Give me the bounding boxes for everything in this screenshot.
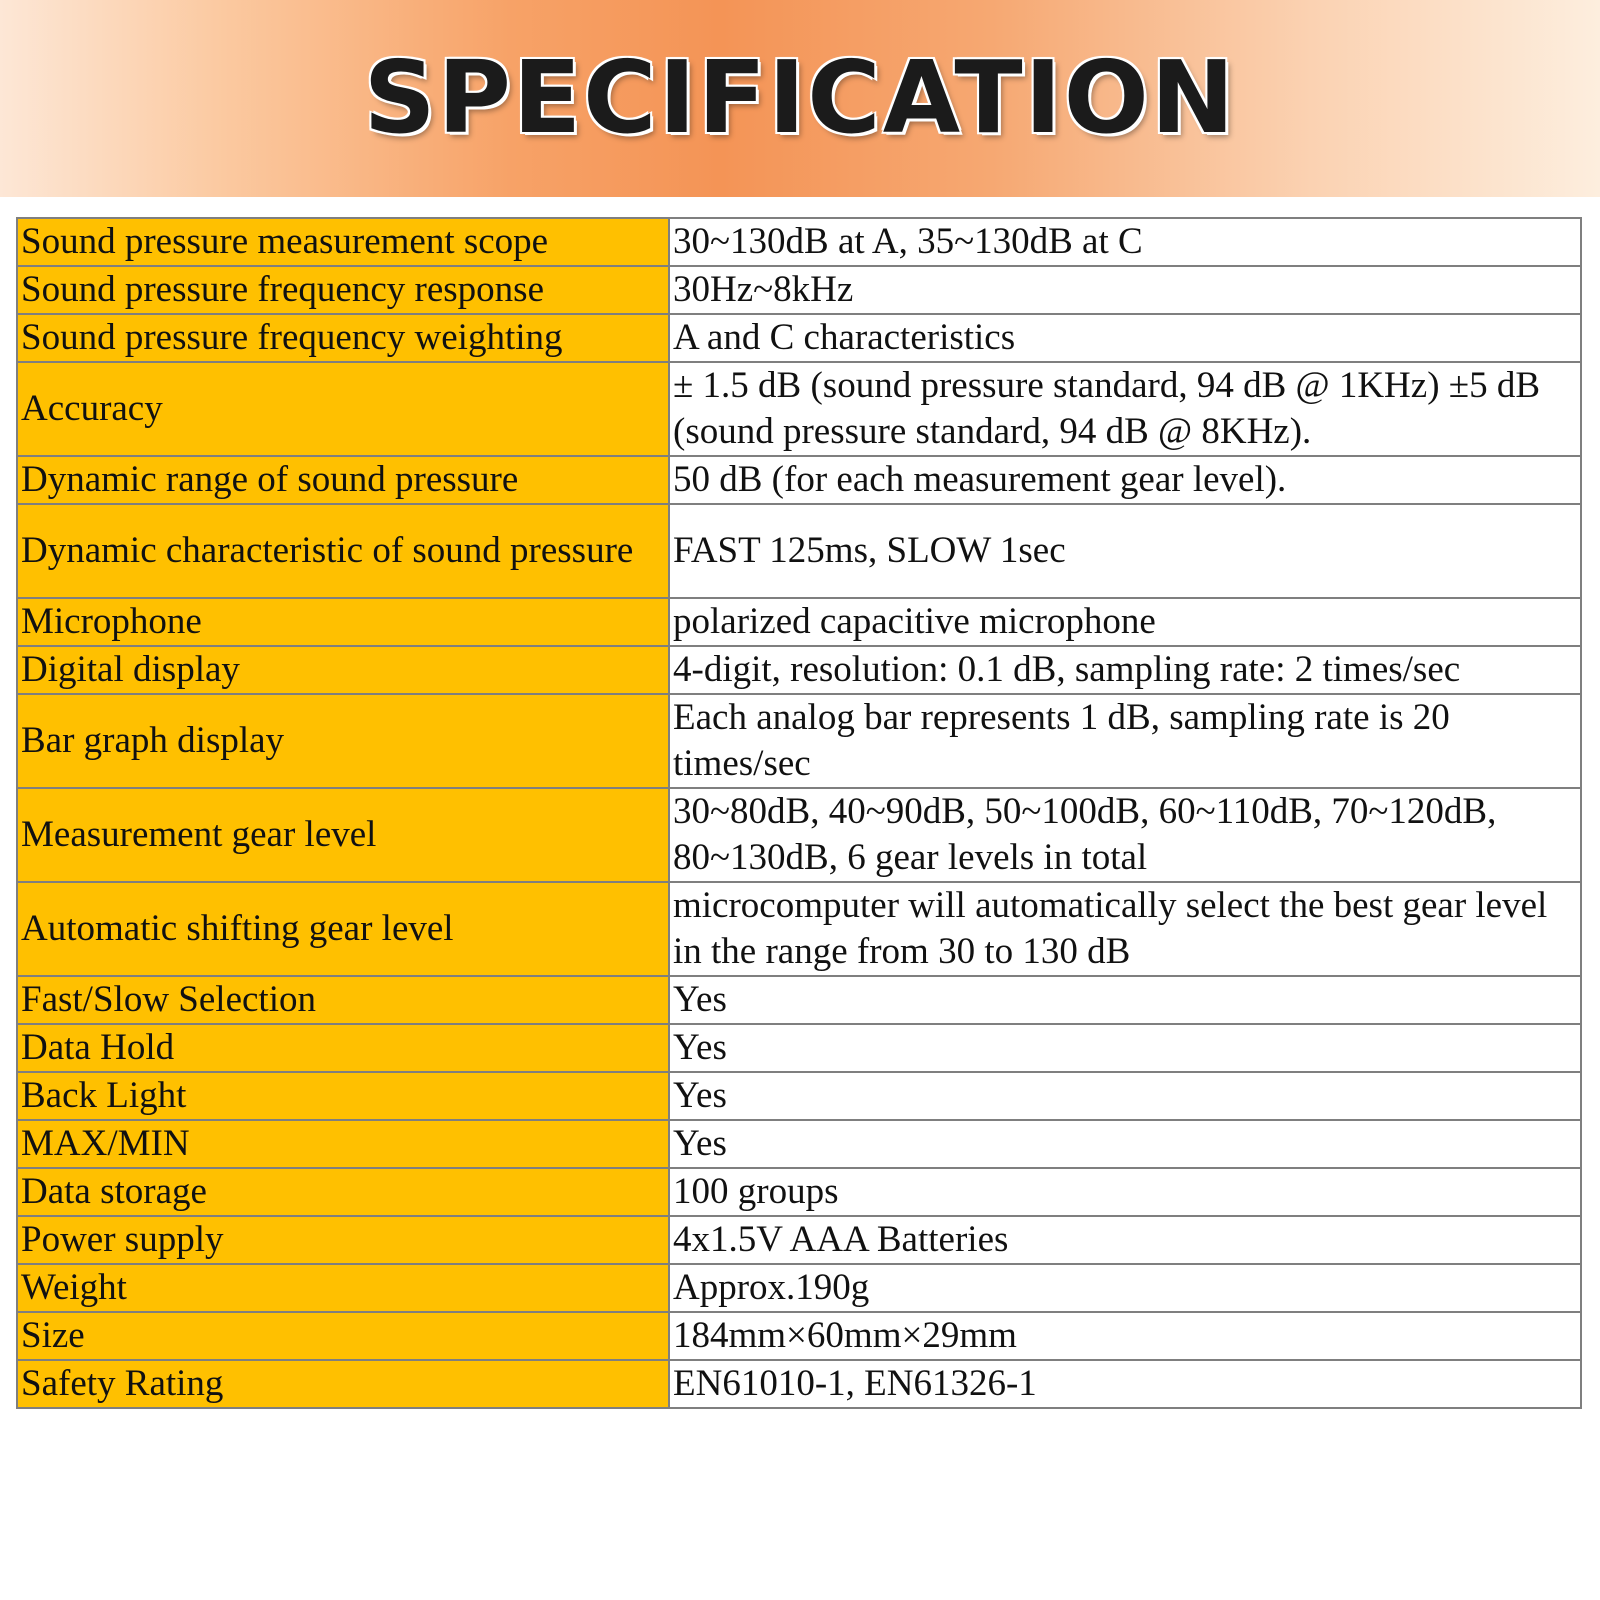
spec-label: Digital display bbox=[17, 646, 669, 694]
table-row bbox=[17, 1168, 1581, 1216]
spec-value: polarized capacitive microphone bbox=[669, 598, 1581, 646]
spec-label: Data storage bbox=[17, 1168, 669, 1216]
table-row bbox=[17, 1120, 1581, 1168]
spec-value: Yes bbox=[669, 1024, 1581, 1072]
spec-value: Yes bbox=[669, 1120, 1581, 1168]
table-row bbox=[17, 694, 1581, 788]
spec-value: ± 1.5 dB (sound pressure standard, 94 dB @ 1KHz) ±5 dB (sound pressure standard, 94 dB @ 8KHz). bbox=[669, 362, 1581, 456]
spec-value: Yes bbox=[669, 1072, 1581, 1120]
spec-label: Size bbox=[17, 1312, 669, 1360]
table-row bbox=[17, 1024, 1581, 1072]
table-row bbox=[17, 504, 1581, 598]
spec-value: 4-digit, resolution: 0.1 dB, sampling rate: 2 times/sec bbox=[669, 646, 1581, 694]
spec-value: FAST 125ms, SLOW 1sec bbox=[669, 504, 1581, 598]
spec-table bbox=[16, 217, 1582, 1409]
spec-value: EN61010-1, EN61326-1 bbox=[669, 1360, 1581, 1408]
table-row bbox=[17, 456, 1581, 504]
spec-label: Bar graph display bbox=[17, 694, 669, 788]
spec-value: 184mm×60mm×29mm bbox=[669, 1312, 1581, 1360]
table-row bbox=[17, 1360, 1581, 1408]
table-row bbox=[17, 314, 1581, 362]
table-row bbox=[17, 646, 1581, 694]
spec-label: Back Light bbox=[17, 1072, 669, 1120]
spec-label: Power supply bbox=[17, 1216, 669, 1264]
table-row bbox=[17, 598, 1581, 646]
spec-label: Sound pressure measurement scope bbox=[17, 218, 669, 266]
spec-value: Approx.190g bbox=[669, 1264, 1581, 1312]
spec-value: 4x1.5V AAA Batteries bbox=[669, 1216, 1581, 1264]
spec-label: Safety Rating bbox=[17, 1360, 669, 1408]
spec-value: 100 groups bbox=[669, 1168, 1581, 1216]
spec-label: Accuracy bbox=[17, 362, 669, 456]
spec-value: A and C characteristics bbox=[669, 314, 1581, 362]
table-row bbox=[17, 882, 1581, 976]
page-title: SPECIFICATION bbox=[363, 39, 1237, 156]
header-banner bbox=[0, 0, 1600, 197]
table-row bbox=[17, 1072, 1581, 1120]
spec-label: Measurement gear level bbox=[17, 788, 669, 882]
spec-label: Microphone bbox=[17, 598, 669, 646]
spec-label: Weight bbox=[17, 1264, 669, 1312]
spec-value: 50 dB (for each measurement gear level). bbox=[669, 456, 1581, 504]
table-row bbox=[17, 1312, 1581, 1360]
spec-value: Yes bbox=[669, 976, 1581, 1024]
spec-value: 30~130dB at A, 35~130dB at C bbox=[669, 218, 1581, 266]
spec-value: 30~80dB, 40~90dB, 50~100dB, 60~110dB, 70~120dB, 80~130dB, 6 gear levels in total bbox=[669, 788, 1581, 882]
spec-label: Dynamic range of sound pressure bbox=[17, 456, 669, 504]
table-row bbox=[17, 1264, 1581, 1312]
spec-value: Each analog bar represents 1 dB, sampling rate is 20 times/sec bbox=[669, 694, 1581, 788]
spec-label: Data Hold bbox=[17, 1024, 669, 1072]
table-row bbox=[17, 266, 1581, 314]
table-row bbox=[17, 218, 1581, 266]
spec-label: MAX/MIN bbox=[17, 1120, 669, 1168]
table-row bbox=[17, 1216, 1581, 1264]
spec-label: Sound pressure frequency weighting bbox=[17, 314, 669, 362]
table-row bbox=[17, 362, 1581, 456]
spec-label: Fast/Slow Selection bbox=[17, 976, 669, 1024]
table-row bbox=[17, 976, 1581, 1024]
table-row bbox=[17, 788, 1581, 882]
spec-label: Automatic shifting gear level bbox=[17, 882, 669, 976]
spec-value: microcomputer will automatically select the best gear level in the range from 30 to 130 dB bbox=[669, 882, 1581, 976]
spec-label: Dynamic characteristic of sound pressure bbox=[17, 504, 669, 598]
spec-label: Sound pressure frequency response bbox=[17, 266, 669, 314]
spec-value: 30Hz~8kHz bbox=[669, 266, 1581, 314]
